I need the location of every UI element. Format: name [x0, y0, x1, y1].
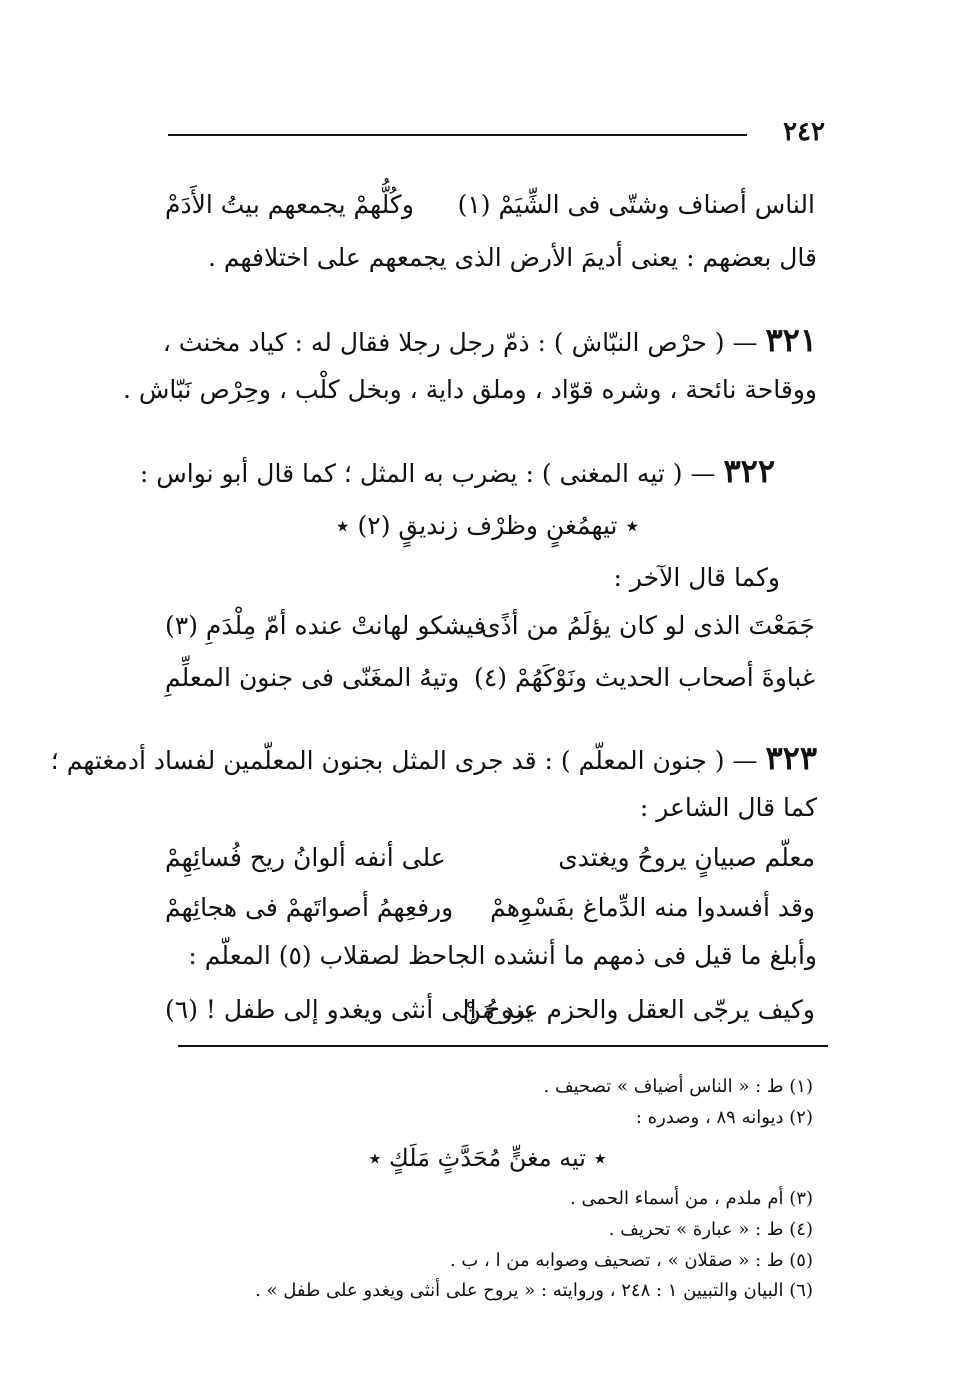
paragraph-line: ووقاحة نائحة ، وشره قوّاد ، وملق داية ، وبخل كلْب ، وحِرْص نَبّاش .: [122, 375, 817, 404]
verse-couplet-4: [165, 888, 815, 928]
verse-couplet-1: [165, 606, 815, 646]
section-number: ٣٢٣: [765, 739, 817, 777]
section-322-text: — ( تيه المغنى ) : يضرب به المثل ؛ كما قال أبو نواس :: [139, 459, 716, 488]
paragraph-line: وكما قال الآخر :: [613, 563, 780, 592]
section-323-text: — ( جنون المعلّم ) : قد جرى المثل بجنون المعلّمين لفساد أدمغتهم ؛: [50, 746, 758, 775]
verse-second-hemistich: وكُلُّهمْ يجمعهم بيتُ الأَدَمْ: [165, 190, 414, 219]
centered-hemistich: ٭ تيهمُغنٍ وظرْف زنديقٍ (٢) ٭: [335, 511, 640, 540]
verse-first-hemistich: وكيف يرجّى العقل والحزم عند مَنْ: [462, 995, 815, 1024]
footnote-3: (٣) أم ملدم ، من أسماء الحمى .: [570, 1188, 813, 1209]
paragraph-line: وأبلغ ما قيل فى ذمهم ما أنشده الجاحظ لصقلاب (٥) المعلّم :: [188, 941, 817, 970]
verse-first-hemistich: معلّم صبيانٍ يروحُ ويغتدى: [558, 843, 815, 872]
footnote-6: (٦) البيان والتبيين ١ : ٢٤٨ ، وروايته : « يروح على أنثى ويغدو على طفل » .: [255, 1280, 813, 1301]
footnote-2: (٢) ديوانه ٨٩ ، وصدره :: [635, 1107, 813, 1128]
page-number: ٢٤٢: [783, 117, 825, 147]
paragraph-line: قال بعضهم : يعنى أديمَ الأرض الذى يجمعهم على اختلافهم .: [207, 243, 817, 272]
verse-second-hemistich: ورفعِهمُ أصواتَهمْ فى هجائِهمْ: [165, 893, 454, 922]
verse-first-hemistich: وقد أفسدوا منه الدِّماغ بفَسْوِهمْ: [490, 893, 815, 922]
verse-second-hemistich: وتيهُ المغَنّى فى جنون المعلِّمِ: [165, 663, 460, 692]
verse-second-hemistich: على أنفه ألوانُ ريح فُسائِهِمْ: [165, 843, 446, 872]
section-321-heading: [163, 322, 817, 361]
footnote-5: (٥) ط : « صقلان » ، تصحيف وصوابه من ا ، ب .: [449, 1250, 813, 1271]
section-321-text: — ( حرْص النبّاش ) : ذمّ رجل رجلا فقال له : كياد مخنث ،: [162, 328, 758, 357]
verse-first-hemistich: جَمَعْتَ الذى لو كان يؤلَمُ من أذًى: [480, 611, 815, 640]
section-number: ٣٢١: [765, 321, 817, 359]
verse-first-hemistich: غباوةَ أصحاب الحديث ونَوْكَهُمْ (٤): [474, 663, 815, 692]
header-rule: [168, 134, 747, 136]
page-header: [168, 118, 825, 146]
footnote-1: (١) ط : « الناس أضياف » تصحيف .: [543, 1076, 813, 1097]
verse-second-hemistich: يروحُ إلى أنثى ويغدو إلى طفل ! (٦): [165, 995, 534, 1024]
paragraph-line: كما قال الشاعر :: [639, 793, 817, 822]
footnote-4: (٤) ط : « عبارة » تحريف .: [608, 1219, 813, 1240]
verse-adam: [165, 185, 815, 225]
verse-couplet-2: [165, 658, 815, 698]
section-323-heading: [51, 740, 817, 779]
verse-couplet-3: [165, 838, 815, 878]
footnote-2-verse: ٭ تيه مغنٍّ مُحَدَّثٍ مَلَكٍ ٭: [368, 1144, 607, 1172]
section-322-heading: [140, 453, 775, 492]
verse-first-hemistich: الناس أصناف وشتّى فى الشِّيَمْ (١): [457, 190, 815, 219]
section-number: ٣٢٢: [723, 452, 775, 490]
verse-second-hemistich: فيشكو لهانتْ عنده أمّ مِلْدَمِ (٣): [165, 611, 486, 640]
footnote-rule: [178, 1045, 828, 1047]
verse-couplet-5: [165, 990, 815, 1030]
